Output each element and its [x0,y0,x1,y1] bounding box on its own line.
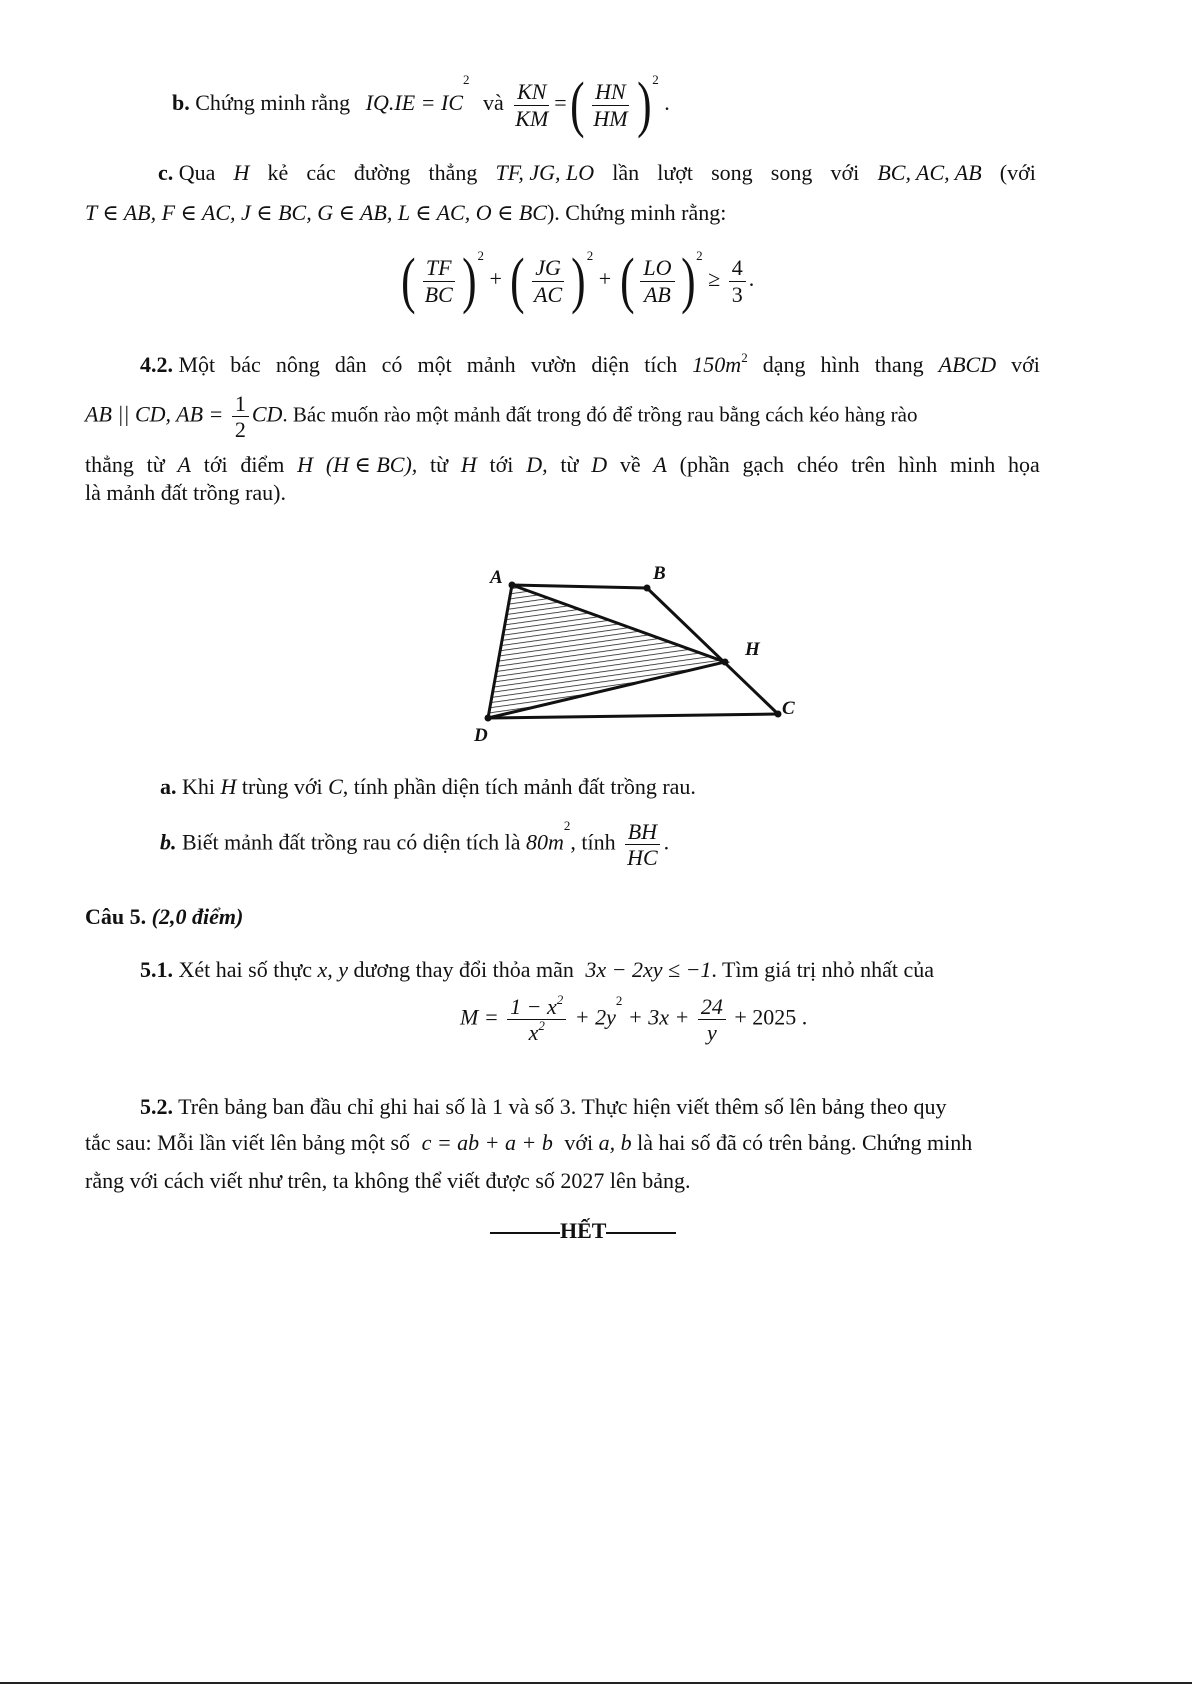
word: điểm [240,452,285,477]
word: dân [334,352,367,377]
frac-num: HN [592,80,629,105]
word: hình [820,352,860,377]
frac-num: LO [640,256,674,281]
word: hình [898,452,938,477]
q4-2-line4-text: là mảnh đất trồng rau). [85,480,286,505]
word: bác [230,352,261,377]
word: H [460,452,477,477]
frac-num: TF [423,256,455,281]
q4-2-line1: 4.2. Một bác nông dân có một mảnh vườn diện tích $150m^2$ dạng hình thang ABCD với [140,350,1040,377]
q4-2-a-mid: trùng với [241,774,323,799]
word: A [177,452,191,477]
q4-2-b-label: b. [160,829,177,855]
word: H [233,160,250,185]
word: từ [430,452,449,477]
word: họa [1008,452,1040,477]
var-h: H [220,774,237,799]
area-value: 80m [525,829,564,855]
q4-2-b-line: b. Biết mảnh đất trồng rau có diện tích là $80m^2$, tính $\frac{BH}{HC}$ . [160,818,670,871]
word: 150m [692,352,742,377]
frac-num: 24 [698,995,726,1020]
q5-2-line2-b: với [564,1130,594,1155]
word: nông [275,352,320,377]
word: với [830,160,860,185]
word: các [306,160,336,185]
q4-2-line2-text: . Bác muốn rào một mảnh đất trong đó để trồng rau bằng cách kéo hàng rào [282,402,918,427]
paren-hn-hm: ( $\frac{HN}{HM}$ ) 2 [569,71,659,139]
word: kẻ [267,160,289,185]
hatched-region [488,585,725,718]
frac-num: 1 − x [510,994,557,1019]
q5-1-text-a: Xét hai số thực [178,957,313,982]
fraction-kn-km [512,80,551,129]
point-b [644,585,651,592]
point-d [485,715,492,722]
square-sup: 2 [463,72,470,87]
q4-2-b-tail: , tính [570,829,616,855]
word: với [1011,352,1040,377]
label-a: A [490,567,503,588]
frac-num: BH [625,820,660,845]
word: thẳng [428,160,478,185]
trapezoid-figure [460,555,820,755]
word: tới [489,452,514,477]
frac-num: KN [514,80,549,105]
word: một [417,352,452,377]
frac-den: AC [534,281,563,307]
q5-2-line2-c: là hai số đã có trên bảng. Chứng minh [637,1130,973,1155]
end-text: HẾT [560,1218,607,1243]
word: gạch [742,452,785,477]
word: diện [591,352,630,377]
word: H [297,452,314,477]
expr-tail: + 2025 . [734,1004,808,1030]
word: song [711,160,753,185]
word: (H ∈ BC), [325,452,418,477]
word: (phần [679,452,730,477]
frac-den: HM [593,105,628,131]
frac-den: y [707,1020,717,1046]
q4-2-a-label: a. [160,774,177,799]
q5-2-vars: a, b [598,1130,632,1155]
q4-1-c-line1 [158,160,1036,186]
label-d: D [474,725,488,746]
frac-den: KM [515,105,549,131]
word: từ [146,452,165,477]
word: A [653,452,667,477]
q5-title: Câu 5. [85,904,147,929]
label-b: B [653,563,666,584]
q4-2-line2 [85,392,917,441]
expr-m: M = [460,1004,499,1030]
word: (với [999,160,1036,185]
frac-den: 2 [234,417,246,443]
frac-den: 3 [731,281,743,307]
word: vườn [530,352,577,377]
q4-2-line4 [85,480,286,506]
q4-1-b-line: b. Chứng minh rằng $IQ.IE = IC^2$ và $\frac{KN}{KM}$ = ( $\frac{HN}{HM}$ ) 2 . [172,71,670,139]
label-c: C [782,698,795,719]
word: thẳng [85,452,134,477]
q5-1-text-c: . Tìm giá trị nhỏ nhất của [711,957,935,982]
frac-den: x [528,1020,539,1046]
point-c [775,711,782,718]
q5-2-line2-a: tắc sau: Mỗi lần viết lên bảng một số [85,1130,411,1155]
q5-2-line3 [85,1168,691,1194]
word: thang [874,352,924,377]
q5-1-expression: M = $\frac{1 - x^2}{x^2}$ + $2y^2 + 3x$ + $\frac{24}{y}$ + 2025 . [460,992,808,1046]
cd-segment: CD [251,401,283,427]
bottom-rule [0,1682,1192,1684]
word: D, [526,452,548,477]
q5-heading [85,904,243,930]
q4-2-line3 [85,452,1040,478]
segment-dc [488,714,778,718]
word: lượt [657,160,694,185]
frac-den: HC [627,845,658,871]
word: Qua [178,160,216,185]
frac-num: JG [532,256,564,281]
end-marker [490,1218,676,1244]
q4-2-label: 4.2. [140,352,173,377]
word: D [591,452,608,477]
q4-2-a-rest: , tính phần diện tích mảnh đất trồng rau. [342,774,696,799]
q5-2-line2 [85,1130,972,1156]
parallel-condition: AB || CD, AB = [85,401,224,427]
q5-1-vars: x, y [317,957,349,982]
word: chéo [796,452,839,477]
membership-list: T ∈ AB, F ∈ AC, J ∈ BC, G ∈ AB, L ∈ AC, O ∈ BC [85,200,547,225]
segment-ab [512,585,647,588]
word: từ [560,452,579,477]
q5-1-text-b: dương thay đổi thỏa mãn [353,957,574,982]
q4-1-b-and: và [483,90,504,116]
word: dạng [762,352,806,377]
word: Một [178,352,216,377]
q5-2-line3-text: rằng với cách viết như trên, ta không thể viết được số 2027 lên bảng. [85,1168,691,1193]
q5-1-line [140,957,934,983]
q4-1-b-eq1: IQ.IE = IC [365,90,463,116]
q4-1-c-label: c. [158,160,174,185]
frac-den: AB [643,281,671,307]
inequality-display: ( $\frac{TF}{BC}$ ) 2 + ( $\frac{JG}{AC}$ ) 2 + ( $\frac{LO}{AB}$ ) 2 ≥ $\frac{4}{3}$ . [401,247,755,315]
word: BC, AC, AB [877,160,982,185]
word: song [770,160,813,185]
q5-1-condition: 3x − 2xy ≤ −1 [585,957,712,982]
q4-1-b-text: Chứng minh rằng [195,90,351,116]
q5-points: (2,0 điểm) [151,904,244,929]
word: đường [353,160,411,185]
expr-mid2: + 3x + [627,1004,690,1030]
q4-1-c-text: ). Chứng minh rằng: [546,200,727,225]
q5-2-line1 [140,1094,946,1120]
word: tới [203,452,228,477]
word: TF, JG, LO [495,160,595,185]
q5-1-label: 5.1. [140,957,173,982]
q4-2-b-text: Biết mảnh đất trồng rau có diện tích là [182,829,521,855]
word: lần [612,160,640,185]
word: minh [950,452,996,477]
expr-mid: + 2y [574,1004,616,1030]
q5-2-formula: c = ab + a + b [421,1130,553,1155]
frac-num: 4 [729,256,746,281]
q5-2-label: 5.2. [140,1094,173,1119]
word: mảnh [466,352,516,377]
label-h: H [745,639,760,660]
q4-1-b-label: b. [172,90,190,116]
frac-num: 1 [232,392,249,417]
q4-1-c-line2 [85,200,726,226]
q4-2-a-text: Khi [182,774,215,799]
word: có [381,352,403,377]
point-a [509,582,516,589]
word: tích [644,352,678,377]
word: trên [851,452,886,477]
word: về [619,452,641,477]
q4-2-a-line [160,774,696,800]
q5-2-line1-text: Trên bảng ban đầu chỉ ghi hai số là 1 và số 3. Thực hiện viết thêm số lên bảng theo quy [178,1094,947,1119]
word: ABCD [938,352,997,377]
point-h [722,659,729,666]
var-c: C [328,774,343,799]
frac-den: BC [424,281,453,307]
